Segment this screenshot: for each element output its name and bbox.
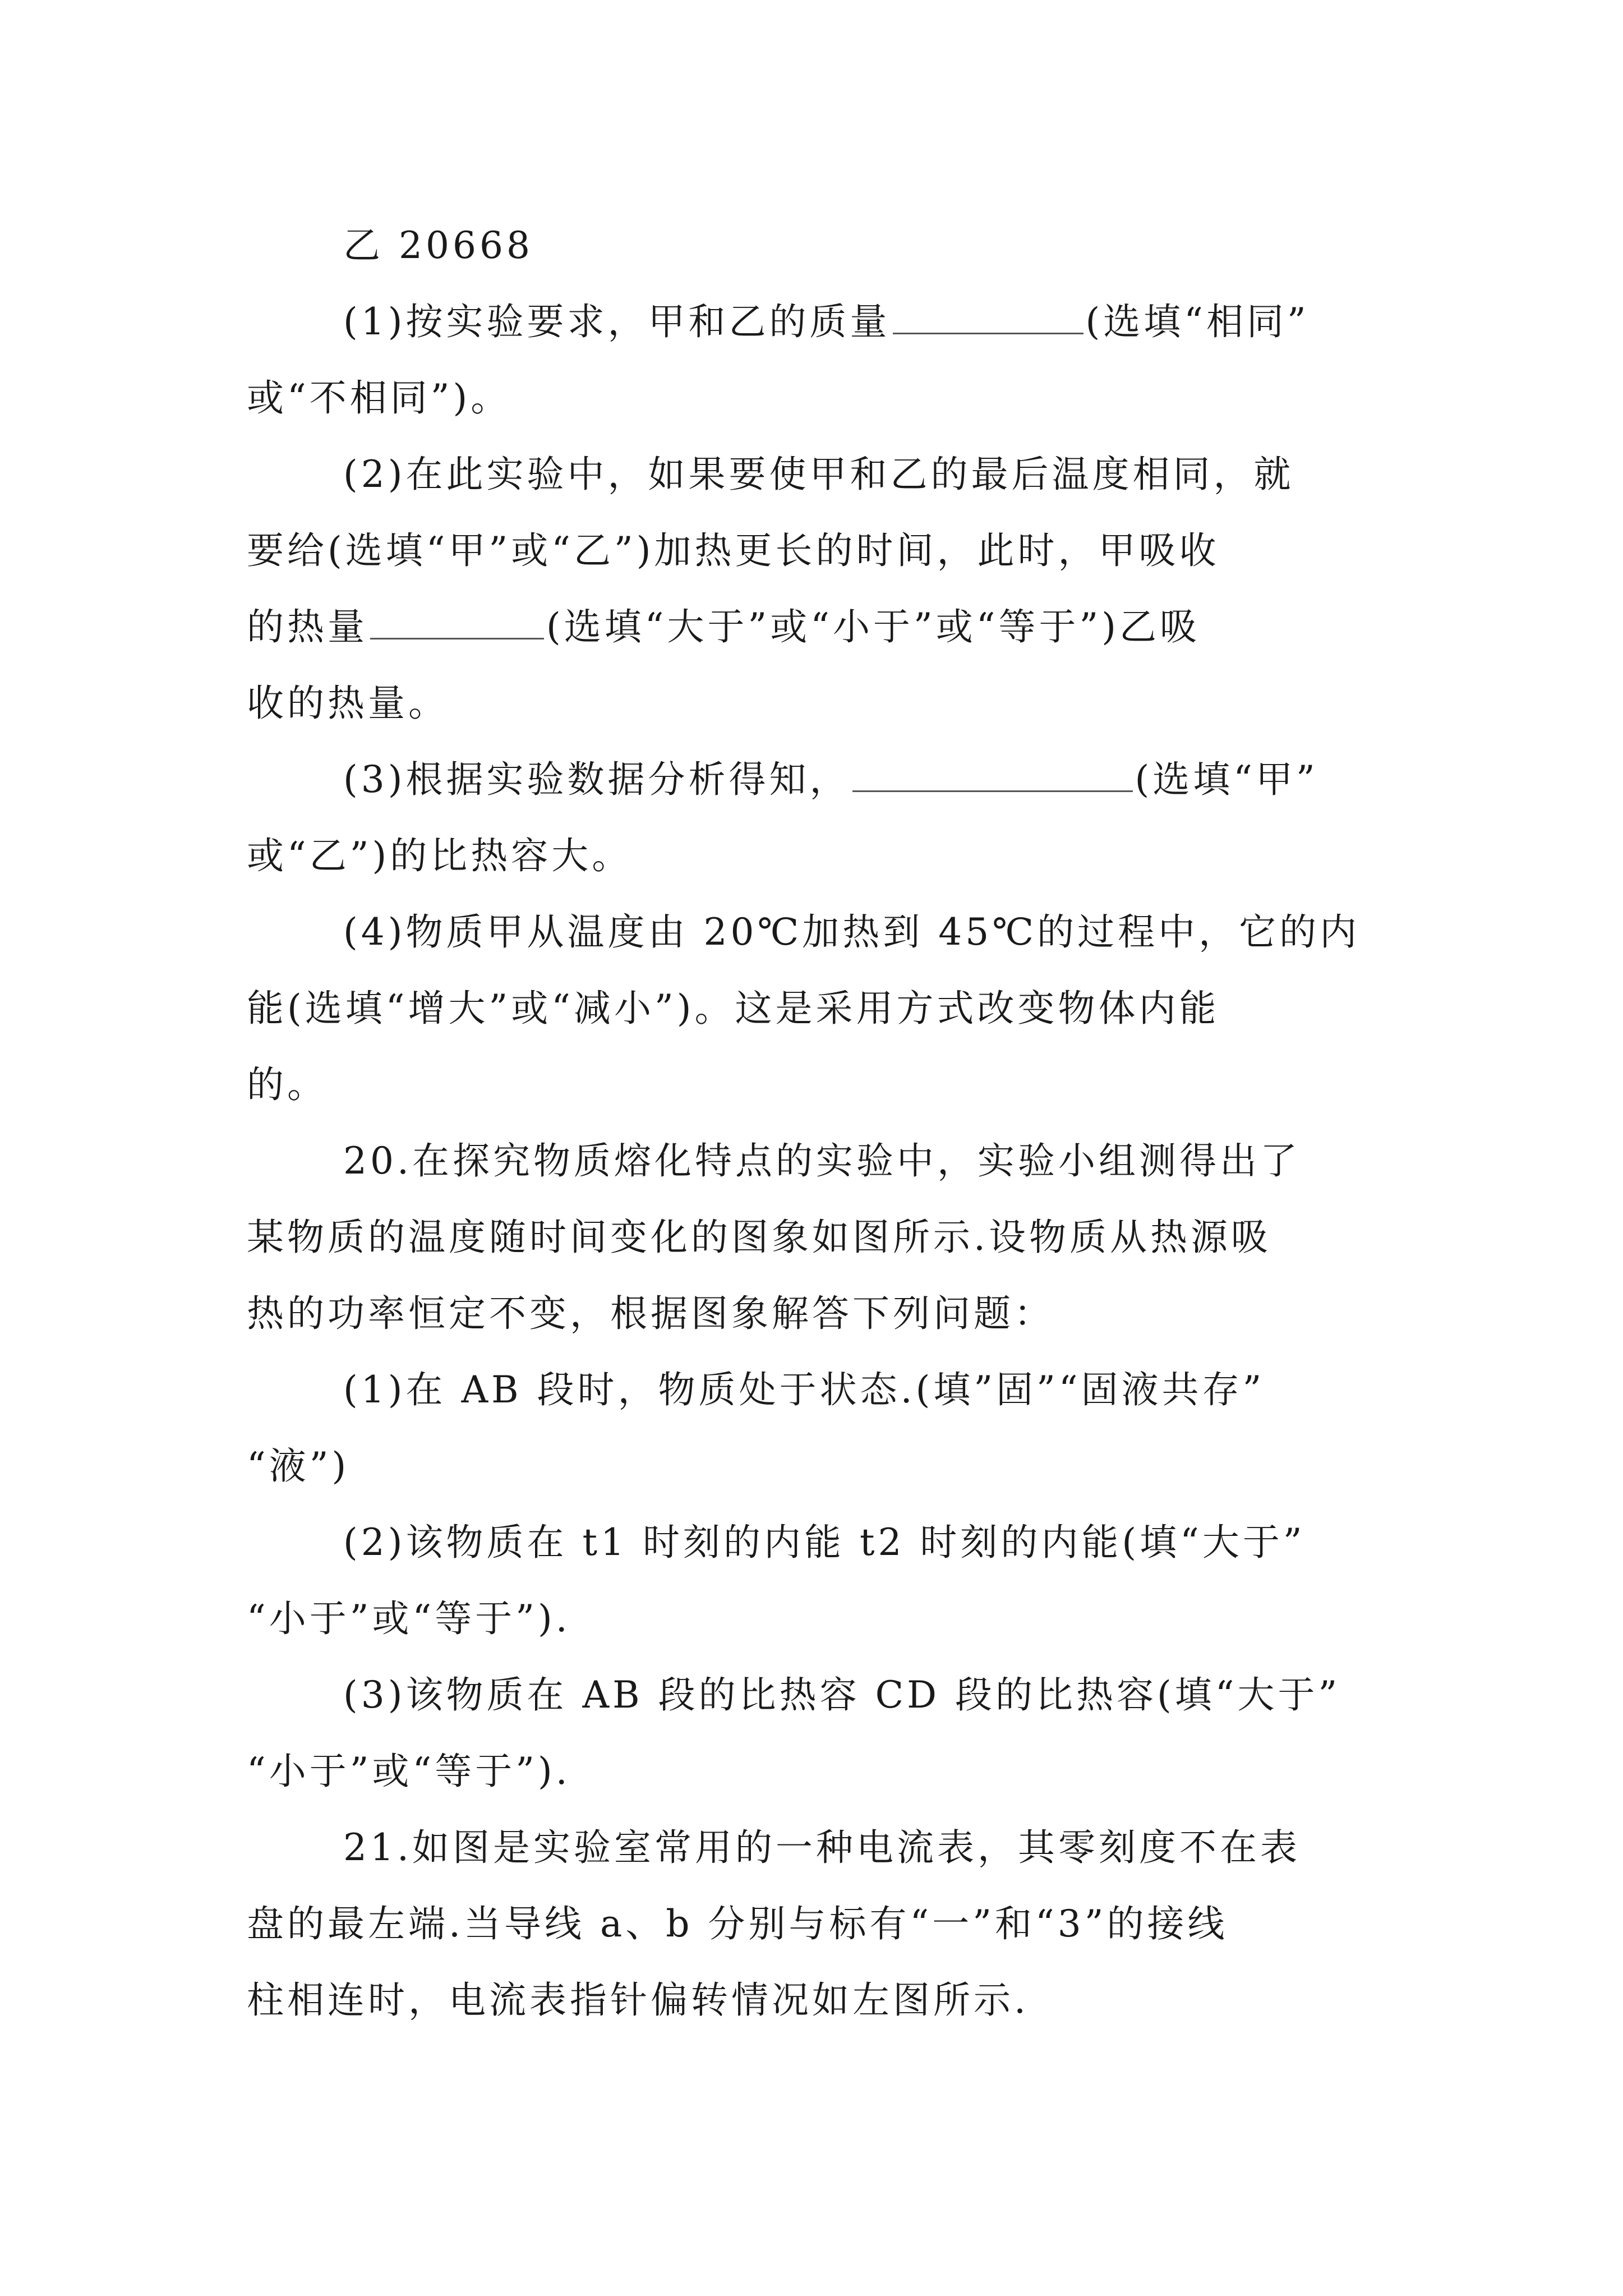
line-text: “液”) bbox=[247, 1444, 350, 1488]
line-text: (1)在 AB 段时，物质处于状态.(填”固”“固液共存” bbox=[343, 1368, 1265, 1411]
line-text: 要给(选填“甲”或“乙”)加热更长的时间，此时，甲吸收 bbox=[247, 529, 1220, 572]
question-1-line bbox=[247, 284, 1385, 360]
line-text: (2)在此实验中，如果要使甲和乙的最后温度相同，就 bbox=[343, 453, 1294, 496]
text-line bbox=[247, 513, 1385, 589]
text-line bbox=[247, 1962, 1385, 2039]
line-text: 20.在探究物质熔化特点的实验中，实验小组测得出了 bbox=[343, 1139, 1301, 1182]
line-text: 乙 20668 bbox=[343, 224, 533, 267]
line-text: (3)根据实验数据分析得知， bbox=[343, 758, 850, 801]
question-20-3-line bbox=[247, 1657, 1385, 1733]
line-text: 或“乙”)的比热容大。 bbox=[247, 834, 633, 877]
text-line bbox=[247, 1886, 1385, 1962]
line-text: 盘的最左端.当导线 a、b 分别与标有“一”和“3”的接线 bbox=[247, 1902, 1228, 1945]
answer-blank[interactable] bbox=[370, 606, 544, 639]
line-text: (2)该物质在 t1 时刻的内能 t2 时刻的内能(填“大于” bbox=[343, 1521, 1306, 1564]
text-line bbox=[247, 1733, 1385, 1810]
text-line bbox=[247, 1276, 1385, 1352]
text-line bbox=[247, 1428, 1385, 1504]
line-text: (选填“大于”或“小于”或“等于”)乙吸 bbox=[546, 605, 1200, 648]
text-line bbox=[247, 970, 1385, 1047]
question-20-2-line bbox=[247, 1504, 1385, 1581]
line-text: 21.如图是实验室常用的一种电流表，其零刻度不在表 bbox=[343, 1826, 1301, 1869]
problem-21-line bbox=[247, 1810, 1385, 1886]
text-line bbox=[247, 1199, 1385, 1276]
text-line bbox=[247, 589, 1385, 665]
problem-20-line bbox=[247, 1123, 1385, 1199]
text-line bbox=[247, 1047, 1385, 1123]
line-text: “小于”或“等于”). bbox=[247, 1750, 571, 1793]
line-text: (选填“相同” bbox=[1085, 300, 1310, 343]
text-line bbox=[247, 1581, 1385, 1657]
line-text: 能(选填“增大”或“减小”)。这是采用方式改变物体内能 bbox=[247, 987, 1220, 1030]
document-page bbox=[247, 208, 1385, 2039]
question-20-1-line bbox=[247, 1352, 1385, 1428]
line-text: “小于”或“等于”). bbox=[247, 1597, 571, 1640]
text-line bbox=[247, 208, 1385, 284]
line-text: 热的功率恒定不变，根据图象解答下列问题： bbox=[247, 1292, 1054, 1335]
question-3-line bbox=[247, 742, 1385, 818]
answer-blank[interactable] bbox=[893, 301, 1083, 334]
answer-blank[interactable] bbox=[852, 759, 1133, 792]
line-text: 的热量 bbox=[247, 605, 368, 648]
line-text: (4)物质甲从温度由 20℃加热到 45℃的过程中，它的内 bbox=[343, 910, 1361, 954]
text-line bbox=[247, 360, 1385, 436]
line-text: (选填“甲” bbox=[1135, 758, 1318, 801]
text-line bbox=[247, 665, 1385, 742]
line-text: 柱相连时，电流表指针偏转情况如左图所示. bbox=[247, 1978, 1029, 2022]
line-text: 某物质的温度随时间变化的图象如图所示.设物质从热源吸 bbox=[247, 1216, 1271, 1259]
line-text: (1)按实验要求，甲和乙的质量 bbox=[343, 300, 891, 343]
line-text: 或“不相同”)。 bbox=[247, 376, 511, 420]
question-4-line bbox=[247, 894, 1385, 970]
question-2-line bbox=[247, 436, 1385, 513]
line-text: 收的热量。 bbox=[247, 682, 449, 725]
text-line bbox=[247, 818, 1385, 894]
line-text: 的。 bbox=[247, 1063, 328, 1106]
line-text: (3)该物质在 AB 段的比热容 CD 段的比热容(填“大于” bbox=[343, 1673, 1341, 1717]
